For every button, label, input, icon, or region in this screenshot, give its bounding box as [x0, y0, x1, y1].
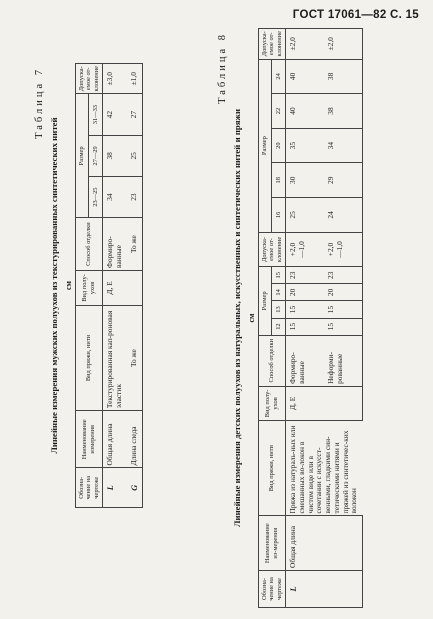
t8-row2-tol-minus: —1,0 [334, 241, 344, 258]
t8-row1-mark: L [286, 570, 324, 607]
t8-header-yarn: Вид пряжи, нити [258, 420, 286, 516]
t7-header-measurement: Наименование измерения [75, 411, 103, 468]
t7-header-designation: Обозна-чение на чертеже [75, 468, 103, 508]
table-7 [75, 63, 144, 508]
table-7-unit: см [63, 281, 73, 290]
t8-row1-b-24: 40 [286, 59, 324, 94]
table-7-title: Линейные измерения мужских полуухов из текстурированных синтетических нитей [49, 117, 59, 454]
t7-header-size: Размер [75, 94, 89, 218]
t7-row2-type [127, 270, 143, 305]
t8-row1-yarn: Пряжа из натураль-ных или смешанных во-локон в чистом виде или в сочетании с искусст-венными, гладкими син-тетическими нитями и пряжей из синтетичес-ких волокон [286, 420, 362, 516]
table-8-number: Таблица 8 [217, 32, 228, 104]
t8-header-half-sock: Вид полу-ухов [258, 386, 286, 420]
t8-row1-a-14: 20 [286, 284, 324, 301]
t7-row2-value-2: 25 [127, 135, 143, 176]
t8-size-18: 18 [272, 163, 286, 198]
table-row [324, 29, 362, 608]
table-8-title: Линейные измерения детских полуухов из натуральных, искусственных и синтетических нитей и пряжи [232, 108, 242, 528]
t8-row1-a-12: 15 [286, 318, 324, 335]
t7-row1-measure: Общая длина [103, 411, 127, 468]
t8-row2-a-13: 15 [324, 301, 362, 318]
t8-size-22: 22 [272, 94, 286, 129]
page-header: ГОСТ 17061—82 С. 15 [292, 9, 419, 21]
t7-row1-yarn: Текстурированная кап-роновая эластик [103, 305, 127, 410]
t8-row2-a-14: 20 [324, 284, 362, 301]
t7-row1-mark: L [103, 468, 127, 508]
t8-size-14: 14 [272, 284, 286, 301]
t7-size-3: 31—33 [89, 94, 103, 135]
t8-row1-a-13: 15 [286, 301, 324, 318]
t8-row1-b-16: 25 [286, 198, 324, 233]
t8-row1-tol-plus: +2,0 [288, 242, 298, 257]
t8-row2-b-18: 29 [324, 163, 362, 198]
t8-row2-b-22: 38 [324, 94, 362, 129]
t8-size-13: 13 [272, 301, 286, 318]
t7-row1-value-2: 38 [103, 135, 127, 176]
t8-row1-tolerance-b: ±2,0 [286, 29, 324, 60]
t7-header-tolerance: Допуска-емое от-клонение [75, 64, 103, 95]
t7-row1-finish: Формиро-ванные [103, 218, 127, 271]
t8-row2-b-20: 34 [324, 128, 362, 163]
t8-row1-b-22: 40 [286, 94, 324, 129]
t7-row2-yarn: То же [127, 305, 143, 410]
t7-size-1: 23—25 [89, 176, 103, 217]
t8-size-24: 24 [272, 59, 286, 94]
t7-row2-value-3: 27 [127, 94, 143, 135]
t8-row2-tolerance-a [324, 232, 362, 267]
t8-row1-a-15: 23 [286, 267, 324, 284]
t8-row2-a-12: 15 [324, 318, 362, 335]
t7-row1-value-3: 42 [103, 94, 127, 135]
table-7-block [34, 63, 143, 508]
t8-row1-type: Д, Е [286, 386, 324, 420]
t8-row1-tolerance-a [286, 232, 324, 267]
t8-row1-measure: Общая длина [286, 516, 324, 570]
t7-row2-mark: G [127, 468, 143, 508]
t7-row2-measure: Длина следа [127, 411, 143, 468]
t8-header-finishing: Способ отделки [258, 335, 286, 386]
t8-row2-measure [324, 516, 362, 570]
t8-header-size-a: Размер [258, 267, 272, 335]
t8-size-20: 20 [272, 128, 286, 163]
t8-row2-mark [324, 570, 362, 607]
t7-header-half-sock: Вид полу-ухов [75, 270, 103, 305]
table-8 [258, 28, 363, 608]
t8-header-size-b: Размер [258, 59, 272, 232]
t8-row2-b-16: 24 [324, 198, 362, 233]
t8-header-tolerance-b: Допуска-емое от-клонение [258, 29, 286, 60]
t7-header-finishing: Способ отделки [75, 218, 103, 271]
t8-header-tolerance-a: Допуска-емое от-клонение [258, 232, 286, 267]
t7-size-2: 27—29 [89, 135, 103, 176]
t8-row2-tol-plus: +2,0 [325, 242, 335, 257]
table-8-unit: см [246, 313, 256, 323]
t8-size-15: 15 [272, 267, 286, 284]
t7-row1-tolerance: ±3,0 [103, 64, 127, 95]
t8-row2-b-24: 38 [324, 59, 362, 94]
t7-row1-type: Д, Е [103, 270, 127, 305]
t8-size-12: 12 [272, 318, 286, 335]
t7-row2-value-1: 23 [127, 176, 143, 217]
t8-header-measurement: Наименование из-мерения [258, 516, 286, 570]
table-row [103, 64, 127, 508]
t8-size-16: 16 [272, 198, 286, 233]
table-7-number: Таблица 7 [34, 67, 45, 139]
t7-row2-tolerance: ±1,0 [127, 64, 143, 95]
table-row [286, 29, 324, 608]
t7-row2-finish: То же [127, 218, 143, 271]
t8-row2-type [324, 386, 362, 420]
t8-row1-b-20: 35 [286, 128, 324, 163]
t8-row2-a-15: 23 [324, 267, 362, 284]
t8-row2-finish: Неформи-рованные [324, 335, 362, 386]
table-row [127, 64, 143, 508]
t8-row2-tolerance-b: ±2,0 [324, 29, 362, 60]
t7-row1-value-1: 34 [103, 176, 127, 217]
t8-row1-finish: Формиро-ванные [286, 335, 324, 386]
t8-row1-tol-minus: —1,0 [296, 241, 306, 258]
t7-header-yarn: Вид пряжи, нити [75, 305, 103, 410]
t8-header-designation: Обозна-чение на чертеже [258, 570, 286, 607]
table-8-block [217, 28, 363, 608]
t8-row1-b-18: 30 [286, 163, 324, 198]
